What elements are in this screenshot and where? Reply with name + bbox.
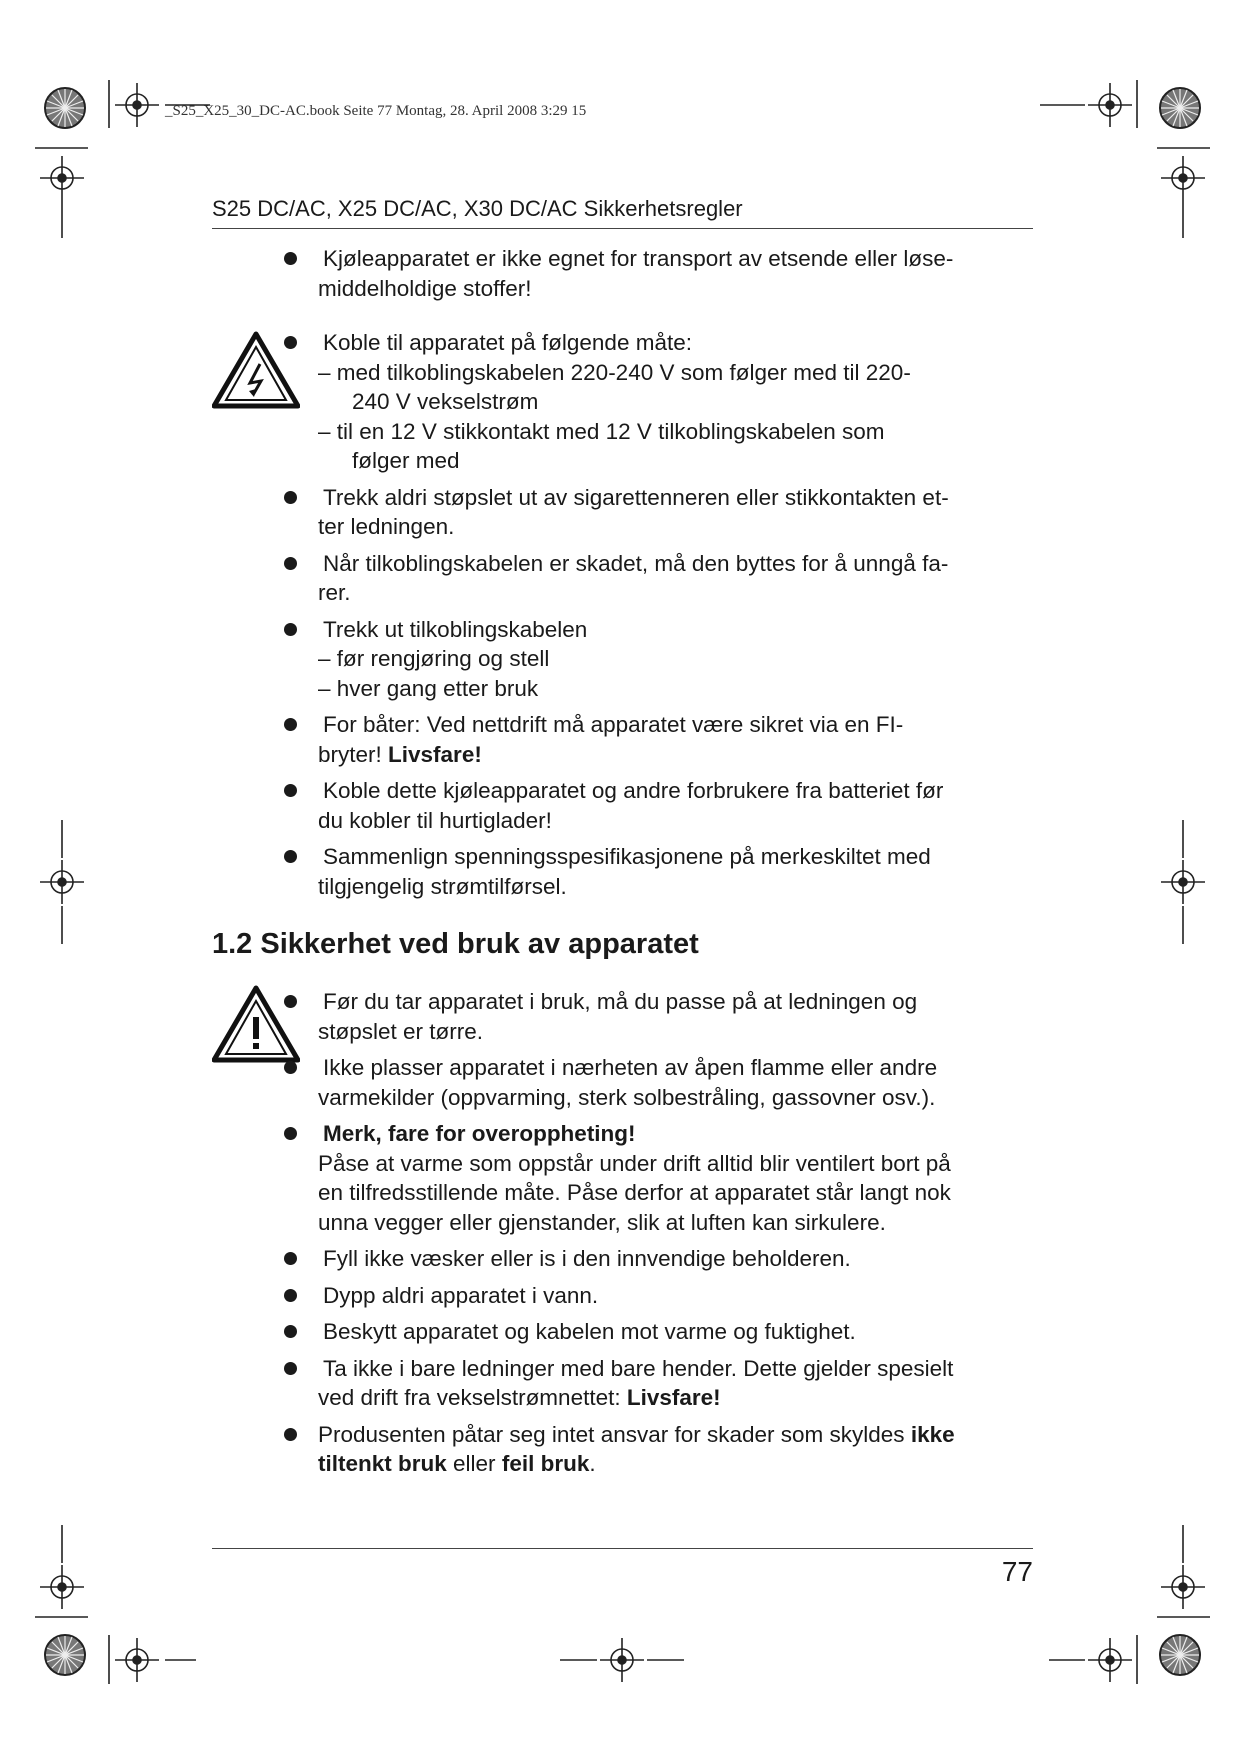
list-item: Ta ikke i bare ledninger med bare hender. Dette gjelder spesielt ved drift fra vekselstrømnettet: Livsfare! bbox=[318, 1354, 1038, 1413]
list-item: Kjøleapparatet er ikke egnet for transport av etsende eller løse- middelholdige stoffer! bbox=[318, 244, 1038, 303]
list-item: Beskytt apparatet og kabelen mot varme og fuktighet. bbox=[318, 1317, 1038, 1347]
bullet-icon bbox=[284, 850, 297, 863]
print-slug: _S25_X25_30_DC-AC.book Seite 77 Montag, 28. April 2008 3:29 15 bbox=[165, 103, 587, 119]
list-item: Når tilkoblingskabelen er skadet, må den byttes for å unngå fa- rer. bbox=[318, 549, 1038, 608]
safety-list-connection bbox=[318, 244, 1038, 901]
list-item: Produsenten påtar seg intet ansvar for skader som skyldes ikke tiltenkt bruk eller feil bruk. bbox=[318, 1420, 1038, 1479]
bullet-icon bbox=[284, 718, 297, 731]
list-item: Før du tar apparatet i bruk, må du passe på at ledningen og støpslet er tørre. bbox=[318, 987, 1038, 1046]
bullet-icon bbox=[284, 623, 297, 636]
list-item: Fyll ikke væsker eller is i den innvendige beholderen. bbox=[318, 1244, 1038, 1274]
footer-rule bbox=[212, 1548, 1033, 1549]
bullet-icon bbox=[284, 1252, 297, 1265]
list-item: Koble dette kjøleapparatet og andre forbrukere fra batteriet før du kobler til hurtiglader! bbox=[318, 776, 1038, 835]
bullet-icon bbox=[284, 557, 297, 570]
section-heading: 1.2 Sikkerhet ved bruk av apparatet bbox=[212, 928, 699, 960]
list-item: Ikke plasser apparatet i nærheten av åpen flamme eller andre varmekilder (oppvarming, sterk solbestråling, gassovner osv.). bbox=[318, 1053, 1038, 1112]
bullet-icon bbox=[284, 995, 297, 1008]
safety-list-usage bbox=[318, 987, 1038, 1479]
list-item: Dypp aldri apparatet i vann. bbox=[318, 1281, 1038, 1311]
bullet-icon bbox=[284, 1362, 297, 1375]
list-item: Trekk ut tilkoblingskabelen – før rengjøring og stell – hver gang etter bruk bbox=[318, 615, 1038, 704]
list-item: For båter: Ved nettdrift må apparatet være sikret via en FI- bryter! Livsfare! bbox=[318, 710, 1038, 769]
bullet-icon bbox=[284, 336, 297, 349]
bullet-icon bbox=[284, 1061, 297, 1074]
list-item: Sammenlign spenningsspesifikasjonene på merkeskiltet med tilgjengelig strømtilførsel. bbox=[318, 842, 1038, 901]
list-item: Koble til apparatet på følgende måte: – med tilkoblingskabelen 220-240 V som følger med til 220- 240 V vekselstrøm – til en 12 V stikkontakt med 12 V tilkoblingskabelen som følger med bbox=[318, 328, 1038, 476]
bullet-icon bbox=[284, 252, 297, 265]
bullet-icon bbox=[284, 1127, 297, 1140]
list-item: Trekk aldri støpslet ut av sigarettenneren eller stikkontakten et- ter ledningen. bbox=[318, 483, 1038, 542]
bullet-icon bbox=[284, 491, 297, 504]
page-number: 77 bbox=[1001, 1556, 1033, 1587]
bullet-icon bbox=[284, 1325, 297, 1338]
list-item: Merk, fare for overoppheting! Påse at varme som oppstår under drift alltid blir ventilert bort på en tilfredsstillende måte. Påse derfor at apparatet står langt nok unna vegger eller gjenstander, slik at luften kan sirkulere. bbox=[318, 1119, 1038, 1237]
bullet-icon bbox=[284, 1428, 297, 1441]
bullet-icon bbox=[284, 1289, 297, 1302]
running-header: S25 DC/AC, X25 DC/AC, X30 DC/AC Sikkerhetsregler bbox=[212, 196, 1033, 229]
bullet-icon bbox=[284, 784, 297, 797]
